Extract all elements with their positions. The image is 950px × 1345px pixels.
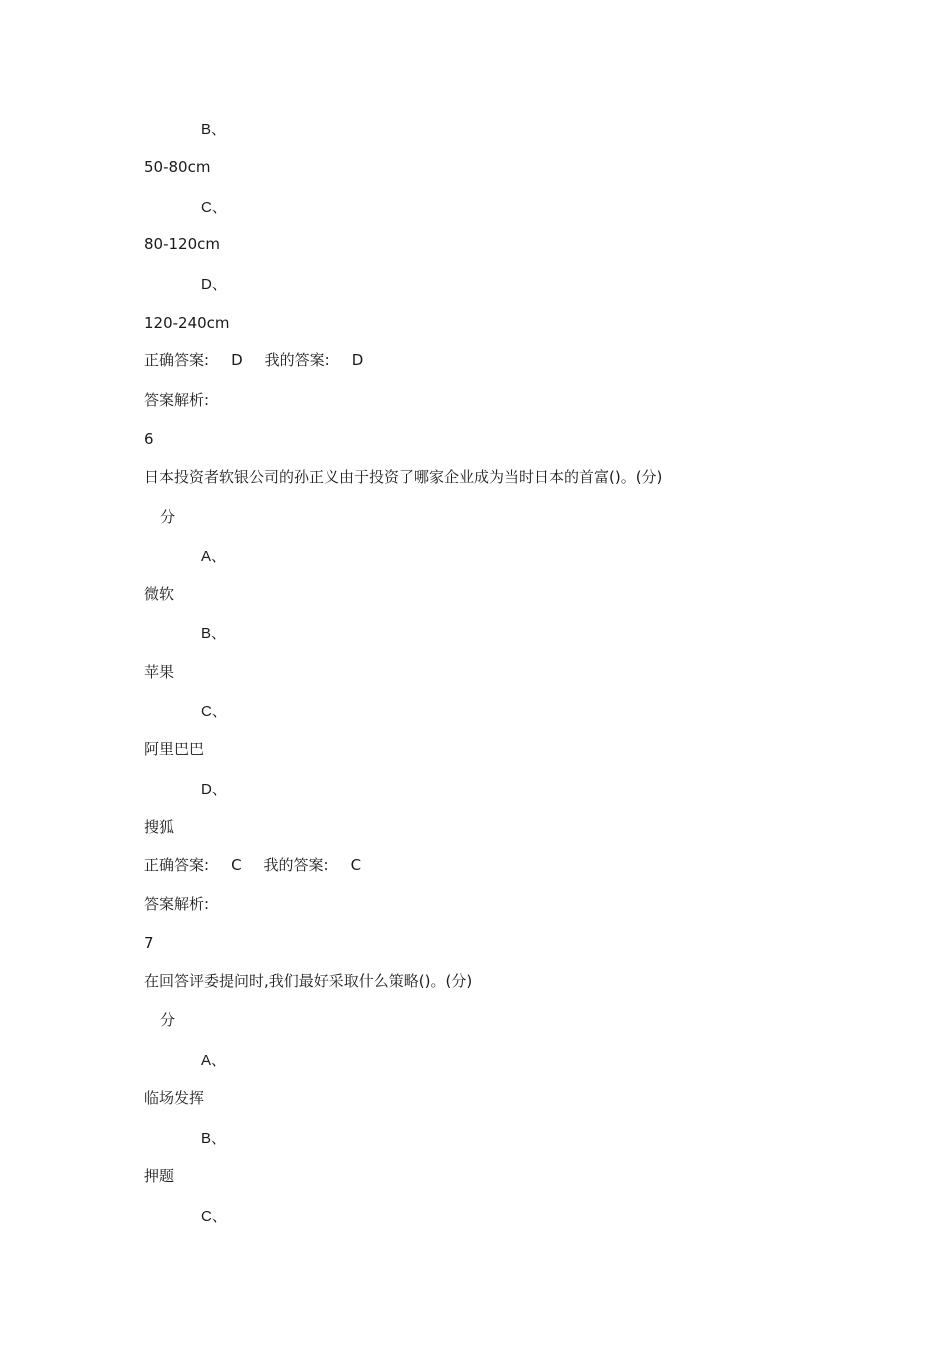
- q5-option-c-text: 80-120cm: [144, 235, 220, 253]
- q6-option-a-letter: A、: [201, 548, 227, 565]
- q5-answer-line: [144, 350, 363, 370]
- q6-option-b-letter: B、: [201, 625, 227, 642]
- q6-option-d-text: 搜狐: [144, 818, 175, 836]
- q6-option-c-text: 阿里巴巴: [144, 740, 205, 758]
- q6-score-unit: 分: [160, 508, 176, 526]
- q7-question-text: 在回答评委提问时,我们最好采取什么策略()。(分): [144, 972, 473, 990]
- q6-option-b-text: 苹果: [144, 663, 175, 681]
- q5-option-c-letter: C、: [201, 199, 227, 216]
- correct-answer-value: D: [231, 351, 243, 369]
- my-answer-label: 我的答案:: [263, 856, 329, 874]
- q6-number: 6: [144, 430, 154, 448]
- q5-option-b-letter: B、: [201, 121, 227, 138]
- q7-option-a-text: 临场发挥: [144, 1089, 205, 1107]
- q5-option-d-letter: D、: [201, 276, 227, 293]
- correct-answer-label: 正确答案:: [144, 351, 210, 369]
- q5-analysis-label: 答案解析:: [144, 391, 210, 409]
- correct-answer-label: 正确答案:: [144, 856, 210, 874]
- q7-option-c-letter: C、: [201, 1208, 227, 1225]
- q7-option-b-letter: B、: [201, 1130, 227, 1147]
- q5-option-b-text: 50-80cm: [144, 158, 211, 176]
- my-answer-label: 我的答案:: [264, 351, 330, 369]
- q6-option-a-text: 微软: [144, 585, 175, 603]
- q6-answer-line: [144, 855, 361, 875]
- correct-answer-value: C: [231, 856, 242, 874]
- my-answer-value: D: [351, 351, 364, 369]
- q7-option-b-text: 押题: [144, 1167, 175, 1185]
- q6-question-text: 日本投资者软银公司的孙正义由于投资了哪家企业成为当时日本的首富()。(分): [144, 468, 663, 486]
- q7-score-unit: 分: [160, 1011, 176, 1029]
- q7-number: 7: [144, 934, 154, 952]
- q6-analysis-label: 答案解析:: [144, 895, 210, 913]
- q6-option-d-letter: D、: [201, 781, 227, 798]
- q6-option-c-letter: C、: [201, 703, 227, 720]
- q7-option-a-letter: A、: [201, 1052, 227, 1069]
- my-answer-value: C: [350, 856, 362, 874]
- q5-option-d-text: 120-240cm: [144, 314, 230, 332]
